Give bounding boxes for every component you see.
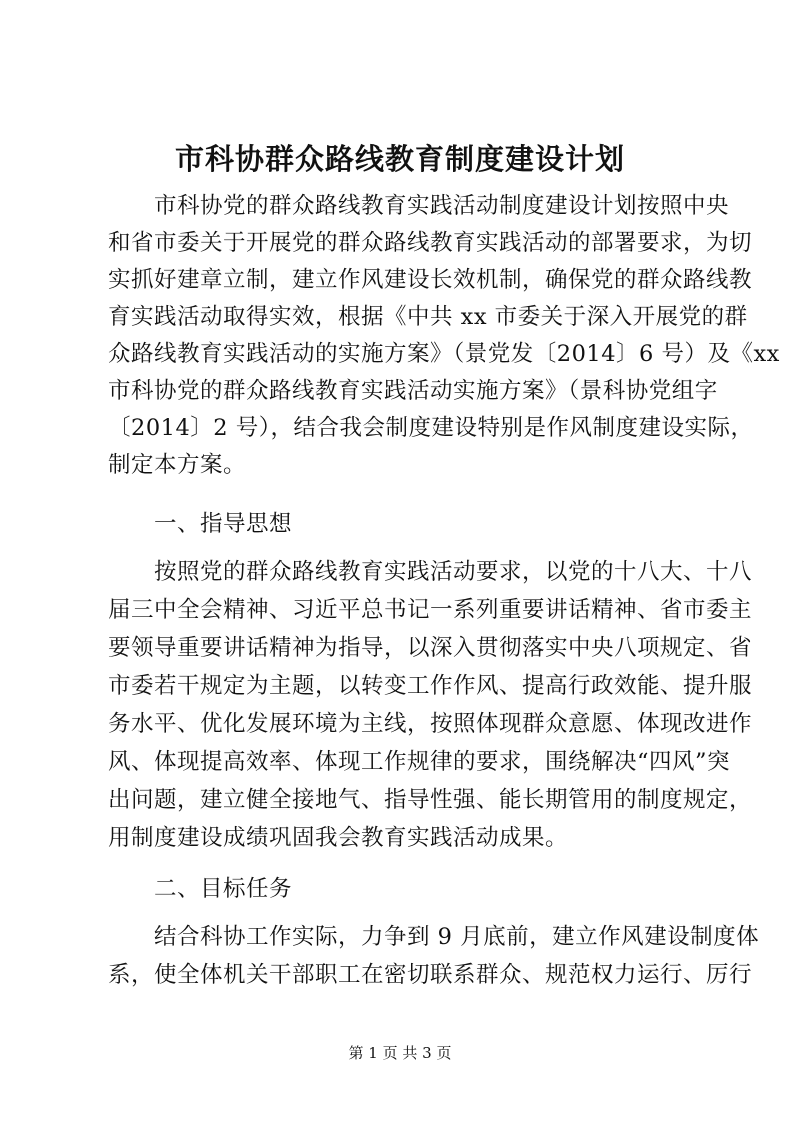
body-line: 和省市委关于开展党的群众路线教育实践活动的部署要求，为切 <box>108 230 753 256</box>
body-line: 众路线教育实践活动的实施方案》（景党发〔2014〕6 号）及《xx <box>108 341 780 367</box>
section-heading: 二、目标任务 <box>108 876 293 902</box>
body-line: 市科协党的群众路线教育实践活动制度建设计划按照中央 <box>108 193 730 219</box>
body-line: 务水平、优化发展环境为主线，按照体现群众意愿、体现改进作 <box>108 711 753 737</box>
body-line: 结合科协工作实际，力争到 9 月底前，建立作风建设制度体 <box>108 924 760 950</box>
page-number: 第 1 页 共 3 页 <box>348 1044 452 1062</box>
body-line: 按照党的群众路线教育实践活动要求，以党的十八大、十八 <box>108 559 753 585</box>
body-line: 届三中全会精神、习近平总书记一系列重要讲话精神、省市委主 <box>108 597 753 623</box>
document-title: 市科协群众路线教育制度建设计划 <box>174 142 625 176</box>
body-line: 市科协党的群众路线教育实践活动实施方案》（景科协党组字 <box>108 378 718 404</box>
body-line: 风、体现提高效率、体现工作规律的要求，围绕解决“四风”突 <box>108 749 731 775</box>
body-line: 制定本方案。 <box>108 452 247 478</box>
body-line: 〔2014〕2 号），结合我会制度建设特别是作风制度建设实际， <box>108 415 754 441</box>
body-line: 要领导重要讲话精神为指导，以深入贯彻落实中央八项规定、省 <box>108 635 753 661</box>
body-line: 系，使全体机关干部职工在密切联系群众、规范权力运行、厉行 <box>108 962 753 988</box>
body-line: 育实践活动取得实效，根据《中共 xx 市委关于深入开展党的群 <box>108 304 748 330</box>
body-line: 出问题，建立健全接地气、指导性强、能长期管用的制度规定， <box>108 787 753 813</box>
body-line: 用制度建设成绩巩固我会教育实践活动成果。 <box>108 825 569 851</box>
body-line: 市委若干规定为主题，以转变工作作风、提高行政效能、提升服 <box>108 673 753 699</box>
section-heading: 一、指导思想 <box>108 511 293 537</box>
body-line: 实抓好建章立制，建立作风建设长效机制，确保党的群众路线教 <box>108 267 753 293</box>
